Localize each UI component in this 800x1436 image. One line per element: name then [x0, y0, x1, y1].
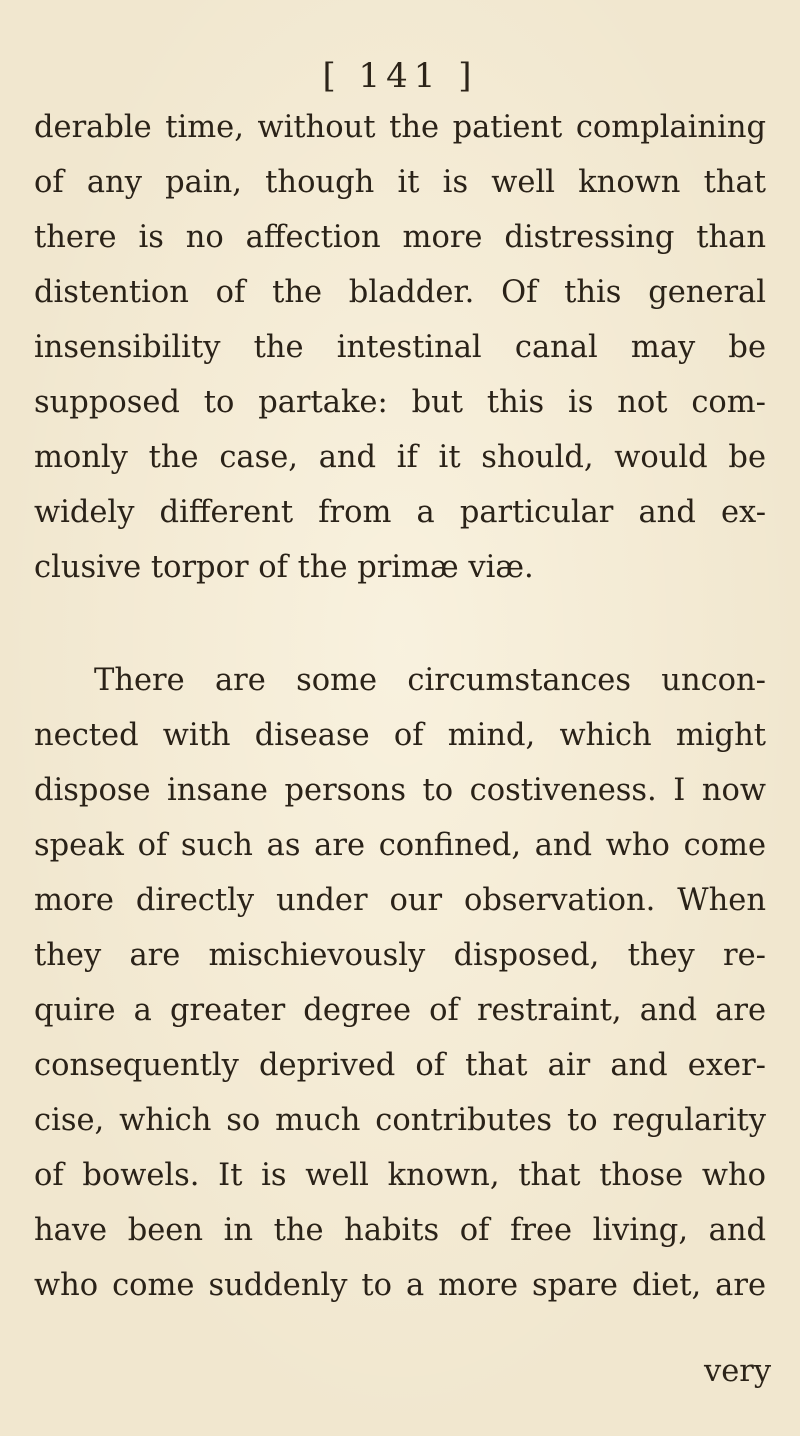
- text-line: supposed to partake: but this is not com-: [34, 385, 766, 420]
- text-line: consequently deprived of that air and exer-: [34, 1048, 766, 1083]
- text-line: cise, which so much contributes to regularity: [34, 1103, 766, 1138]
- text-line: they are mischievously disposed, they re-: [34, 938, 766, 973]
- text-line: monly the case, and if it should, would be: [34, 440, 766, 475]
- text-line: there is no affection more distressing than: [34, 220, 766, 255]
- text-line: insensibility the intestinal canal may be: [34, 330, 766, 365]
- text-line: There are some circumstances uncon-: [94, 663, 766, 698]
- page-number: [ 141 ]: [322, 56, 478, 96]
- text-line: more directly under our observation. When: [34, 883, 766, 918]
- text-line: quire a greater degree of restraint, and are: [34, 993, 766, 1028]
- text-line: who come suddenly to a more spare diet, are: [34, 1268, 766, 1303]
- text-line: distention of the bladder. Of this general: [34, 275, 766, 310]
- text-line: of bowels. It is well known, that those who: [34, 1158, 766, 1193]
- text-line: derable time, without the patient complaining: [34, 110, 766, 145]
- text-line: have been in the habits of free living, and: [34, 1213, 766, 1248]
- paragraph-1: [34, 100, 766, 595]
- text-line: nected with disease of mind, which might: [34, 718, 766, 753]
- text-line: of any pain, though it is well known that: [34, 165, 766, 200]
- text-line: dispose insane persons to costiveness. I now: [34, 773, 766, 808]
- text-line: widely different from a particular and ex-: [34, 495, 766, 530]
- catchword: very: [704, 1354, 772, 1389]
- body-text: [34, 100, 766, 1313]
- paragraph-gap: [34, 595, 766, 653]
- text-line: speak of such as are confined, and who come: [34, 828, 766, 863]
- paragraph-2: [34, 653, 766, 1313]
- text-line: clusive torpor of the primæ viæ.: [34, 550, 534, 585]
